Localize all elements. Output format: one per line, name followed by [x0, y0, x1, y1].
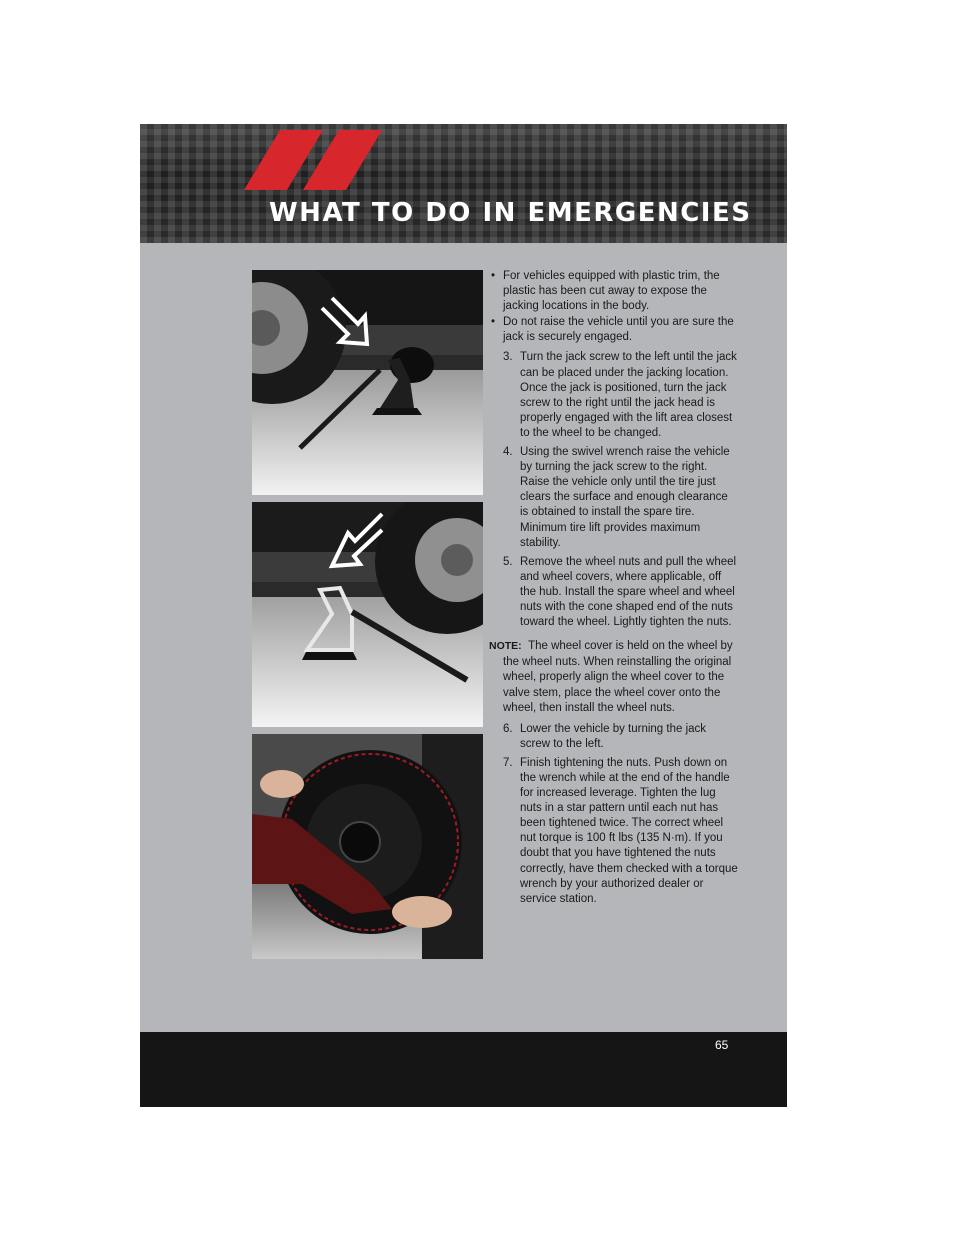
manual-page: [140, 124, 787, 1107]
step-text: Using the swivel wrench raise the vehicle by turning the jack screw to the right. Raise the vehicle only until the tire just clears the surface and enough clearance is obtained to install the spare tire. Minimum tire lift provides maximum stability.: [520, 446, 730, 549]
step-text: Turn the jack screw to the left until the jack can be placed under the jacking location. Once the jack is positioned, turn the jack screw to the right until the jack head is properly engaged with the lift area closest to the wheel to be changed.: [520, 351, 737, 439]
bullet-text: Do not raise the vehicle until you are sure the jack is securely engaged.: [503, 316, 734, 344]
step-number: 7.: [503, 756, 513, 769]
step-text: Finish tightening the nuts. Push down on the wrench while at the end of the handle for increased leverage. Tighten the lug nuts in a star pattern until each nut has been tightened twice. The correct wheel nut torque is 100 ft lbs (135 N·m). If you doubt that you have tightened the nuts correctly, have them checked with a torque wrench by your authorized dealer or service station.: [520, 756, 738, 905]
page-footer: [140, 1032, 787, 1107]
jack-at-front-wheel-photo: [252, 270, 483, 495]
instructions-column: [489, 269, 739, 907]
page-number: 65: [715, 1038, 729, 1052]
brand-stripes-logo: [244, 130, 384, 192]
step-item: [489, 350, 739, 441]
step-text: Remove the wheel nuts and pull the wheel and wheel covers, where applicable, off the hub. Install the spare wheel and wheel nuts with the cone shaped end of the nuts toward the wheel. Lightly tighten the nuts.: [520, 555, 737, 629]
list-item: • Do not raise the vehicle until you are sure the jack is securely engaged.: [491, 316, 734, 344]
step-item: [489, 756, 739, 907]
note-block: [489, 639, 739, 717]
step-number: 4.: [503, 446, 513, 459]
note-text: The wheel cover is held on the wheel by the wheel nuts. When reinstalling the original wheel, properly align the wheel cover to the valve stem, place the wheel cover onto the wheel, then install the wheel nuts.: [503, 640, 733, 715]
list-item: • For vehicles equipped with plastic trim, the plastic has been cut away to expose the jacking locations in the body.: [491, 270, 720, 313]
step-item: [489, 445, 739, 551]
step-item: [489, 555, 739, 630]
step-item: [489, 722, 739, 752]
step-text: Lower the vehicle by turning the jack screw to the left.: [520, 722, 707, 750]
step-number: 3.: [503, 351, 513, 364]
jack-at-rear-wheel-photo: [252, 502, 483, 727]
section-header: [140, 124, 787, 243]
bullet-text: For vehicles equipped with plastic trim, the plastic has been cut away to expose the jacking locations in the body.: [503, 270, 720, 313]
note-label: NOTE:: [489, 640, 522, 653]
step-number: 6.: [503, 722, 513, 735]
section-title: WHAT TO DO IN EMERGENCIES: [269, 198, 752, 228]
installing-spare-wheel-photo: [252, 734, 483, 959]
step-number: 5.: [503, 555, 513, 568]
